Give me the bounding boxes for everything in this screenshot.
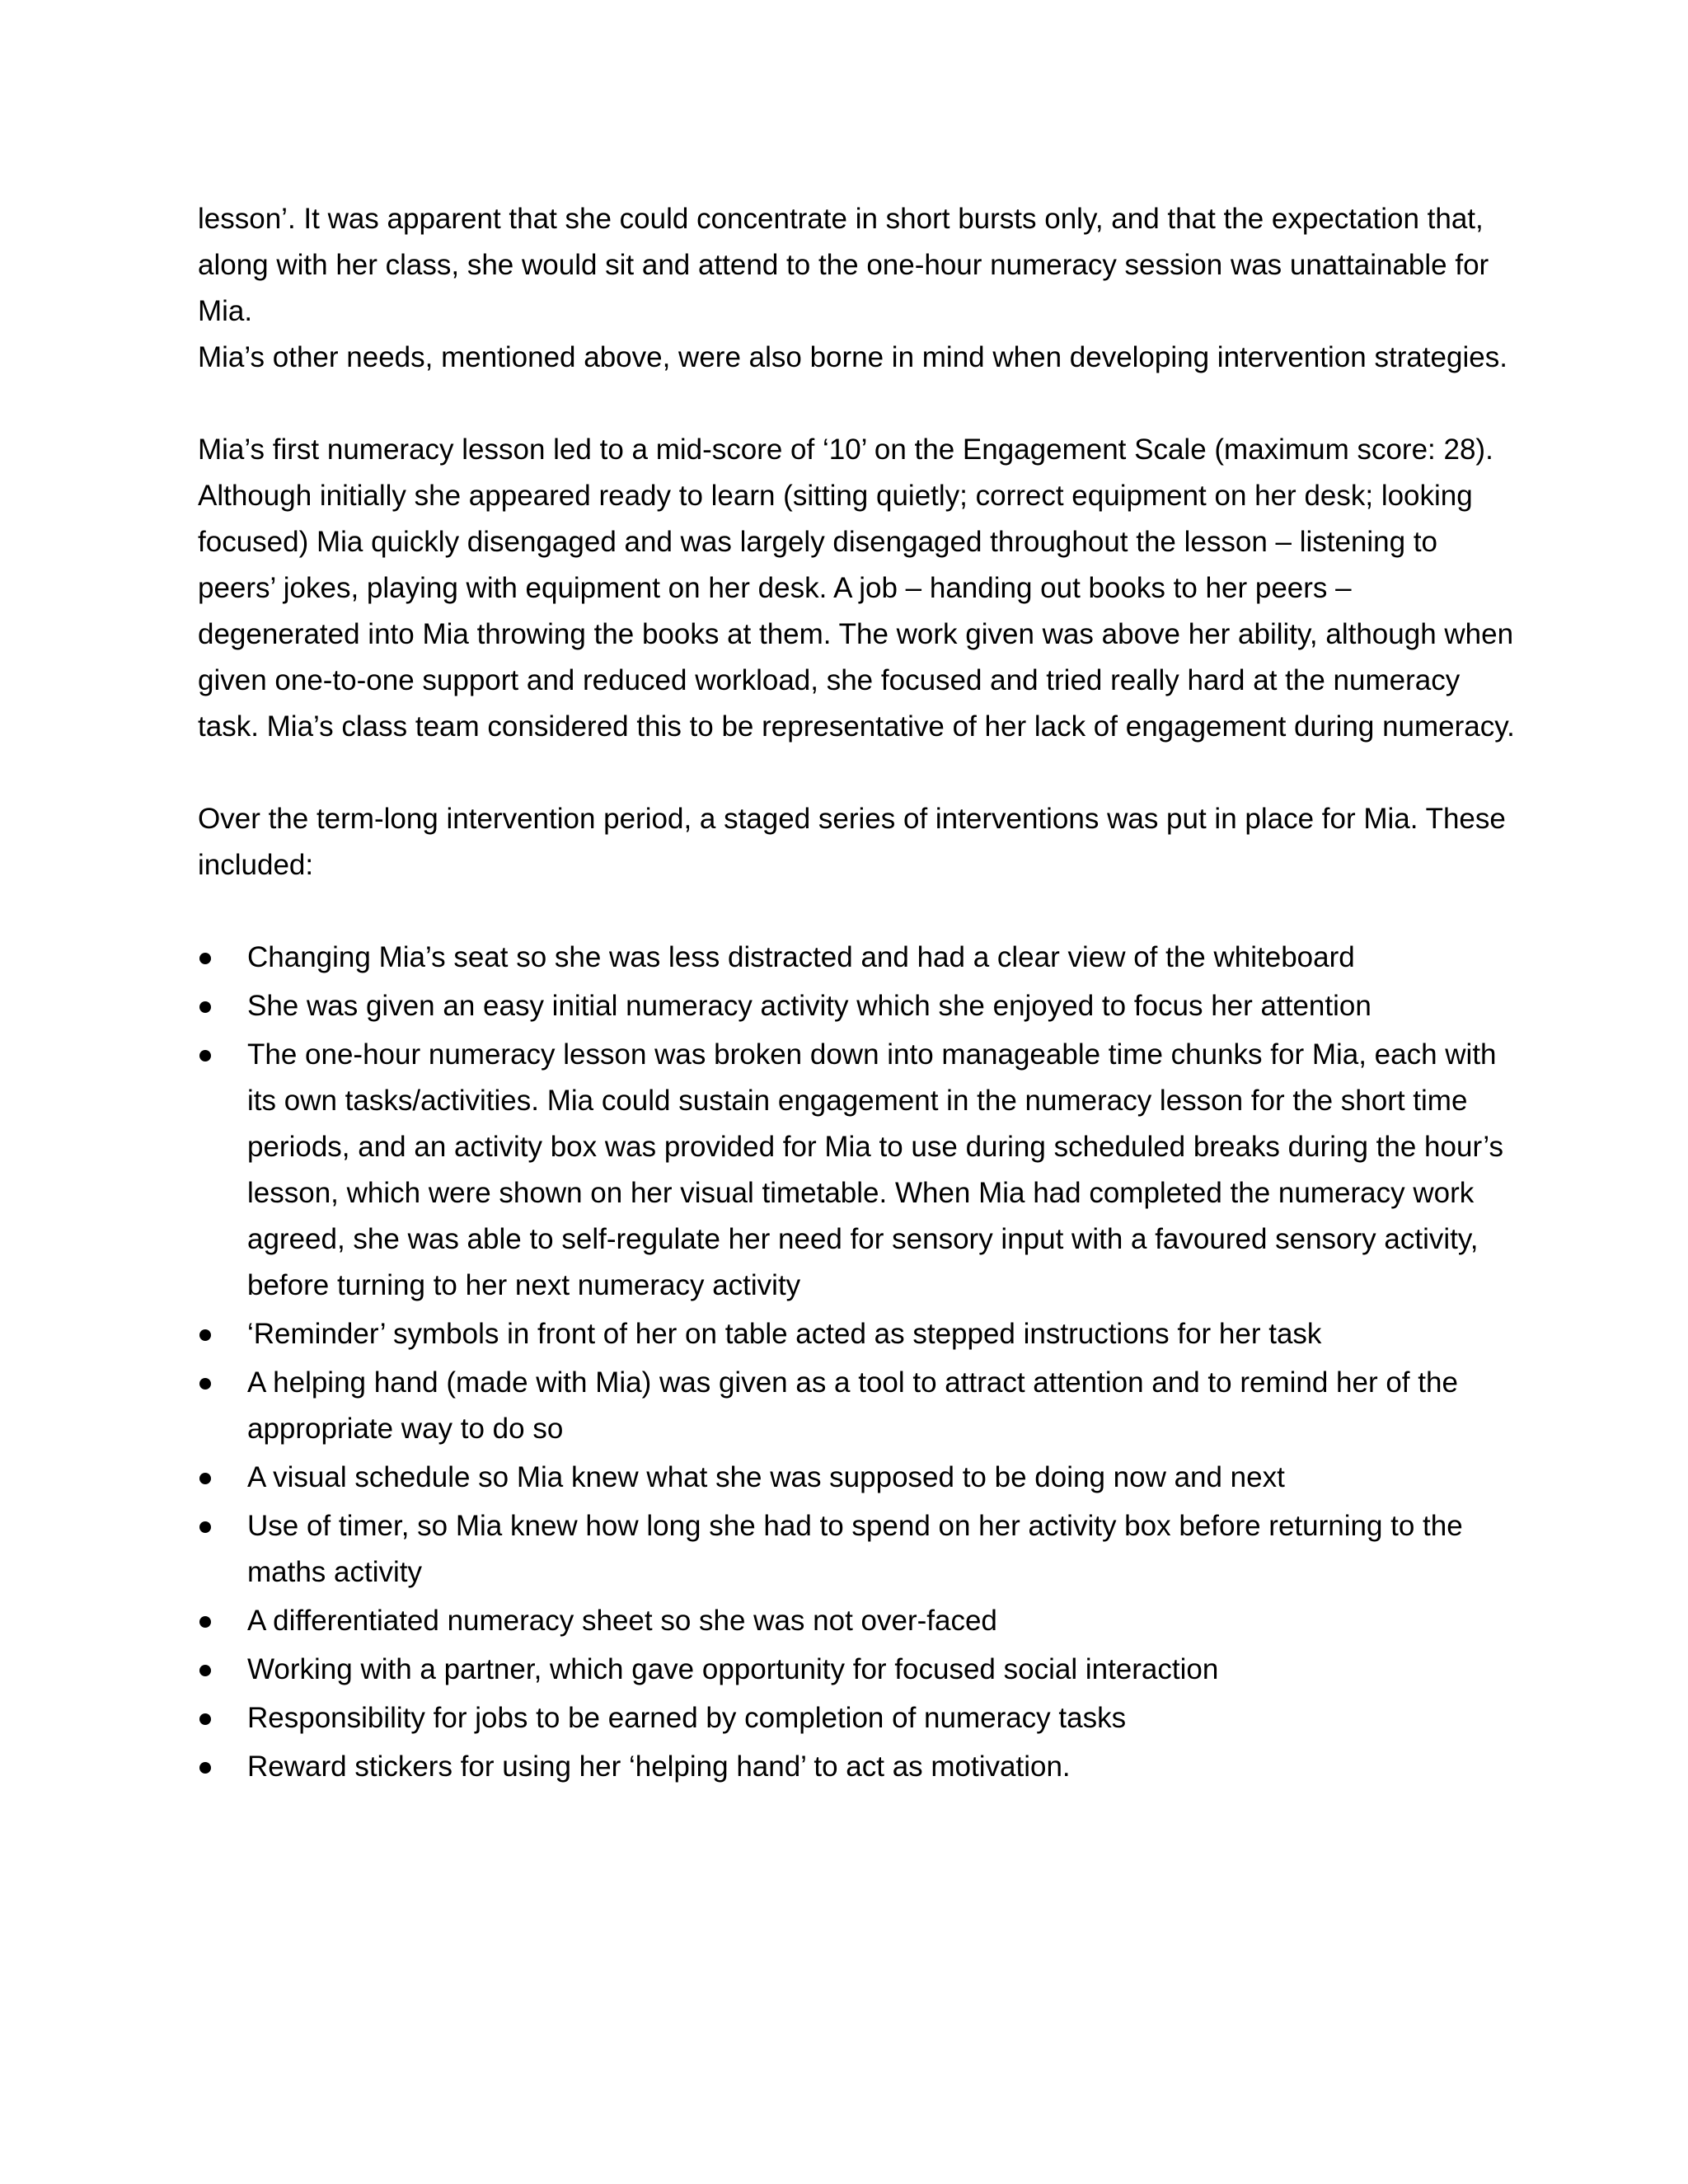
list-item — [198, 1032, 1517, 1309]
list-item — [198, 1455, 1517, 1501]
paragraph-first-lesson: Mia’s first numeracy lesson led to a mid-score of ‘10’ on the Engagement Scale (maximum score: 28). Although initially she appeared ready to learn (sitting quietly; correct equipment on her desk; looking focused) Mia quickly disengaged and was largely disengaged throughout the lesson – listening to peers’ jokes, playing with equipment on her desk. A job – handing out books to her peers – degenerated into Mia throwing the books at them. The work given was above her ability, although when given one-to-one support and reduced workload, she focused and tried really hard at the numeracy task. Mia’s class team considered this to be representative of her lack of engagement during numeracy. — [198, 434, 1515, 743]
bullet-icon — [199, 1762, 211, 1774]
bullet-icon — [199, 1329, 211, 1341]
list-item-text: A visual schedule so Mia knew what she was supposed to be doing now and next — [247, 1461, 1285, 1493]
bullet-icon — [199, 1473, 211, 1484]
list-item — [198, 1311, 1517, 1357]
list-item-text: The one-hour numeracy lesson was broken down into manageable time chunks for Mia, each with its own tasks/activities. Mia could sustain engagement in the numeracy lesson for the short time periods, and an activity box was provided for Mia to use during scheduled breaks during the hour’s lesson, which were shown on her visual timetable. When Mia had completed the numeracy work agreed, she was able to self-regulate her need for sensory input with a favoured sensory activity, before turning to her next numeracy activity — [247, 1038, 1504, 1301]
bullet-icon — [199, 1521, 211, 1533]
list-item — [198, 1744, 1517, 1790]
paragraph-other-needs: Mia’s other needs, mentioned above, were also borne in mind when developing intervention strategies. — [198, 341, 1507, 373]
list-item — [198, 1598, 1517, 1644]
list-item — [198, 1360, 1517, 1452]
list-item-text: ‘Reminder’ symbols in front of her on table acted as stepped instructions for her task — [247, 1318, 1322, 1350]
list-item-text: A differentiated numeracy sheet so she was not over-faced — [247, 1605, 997, 1637]
list-item-text: Use of timer, so Mia knew how long she had to spend on her activity box before returning to the maths activity — [247, 1510, 1463, 1588]
list-item — [198, 1503, 1517, 1596]
list-item — [198, 1647, 1517, 1693]
intervention-list — [198, 935, 1517, 1790]
bullet-icon — [199, 953, 211, 964]
list-item-text: She was given an easy initial numeracy activity which she enjoyed to focus her attention — [247, 990, 1372, 1022]
bullet-icon — [199, 1616, 211, 1628]
bullet-icon — [199, 1378, 211, 1390]
list-item — [198, 983, 1517, 1029]
bullet-icon — [199, 1665, 211, 1676]
list-item-text: Changing Mia’s seat so she was less distracted and had a clear view of the whiteboard — [247, 941, 1355, 973]
list-item-text: Responsibility for jobs to be earned by completion of numeracy tasks — [247, 1702, 1127, 1734]
paragraph-lesson-concentration: lesson’. It was apparent that she could concentrate in short bursts only, and that the expectation that, along with her class, she would sit and attend to the one-hour numeracy session was unattainable for Mia. — [198, 203, 1489, 327]
bullet-icon — [199, 1713, 211, 1725]
bullet-icon — [199, 1001, 211, 1013]
bullet-icon — [199, 1050, 211, 1062]
document-page — [198, 196, 1517, 1793]
list-item — [198, 1695, 1517, 1741]
list-item-text: Reward stickers for using her ‘helping hand’ to act as motivation. — [247, 1750, 1071, 1783]
list-item — [198, 935, 1517, 981]
list-item-text: Working with a partner, which gave opportunity for focused social interaction — [247, 1653, 1219, 1685]
list-item-text: A helping hand (made with Mia) was given as a tool to attract attention and to remind her of the appropriate way to do so — [247, 1366, 1458, 1445]
paragraph-gap — [198, 750, 1517, 796]
paragraph-gap — [198, 381, 1517, 427]
paragraph-intervention-intro: Over the term-long intervention period, a staged series of interventions was put in place for Mia. These included: — [198, 803, 1506, 881]
paragraph-gap — [198, 888, 1517, 935]
